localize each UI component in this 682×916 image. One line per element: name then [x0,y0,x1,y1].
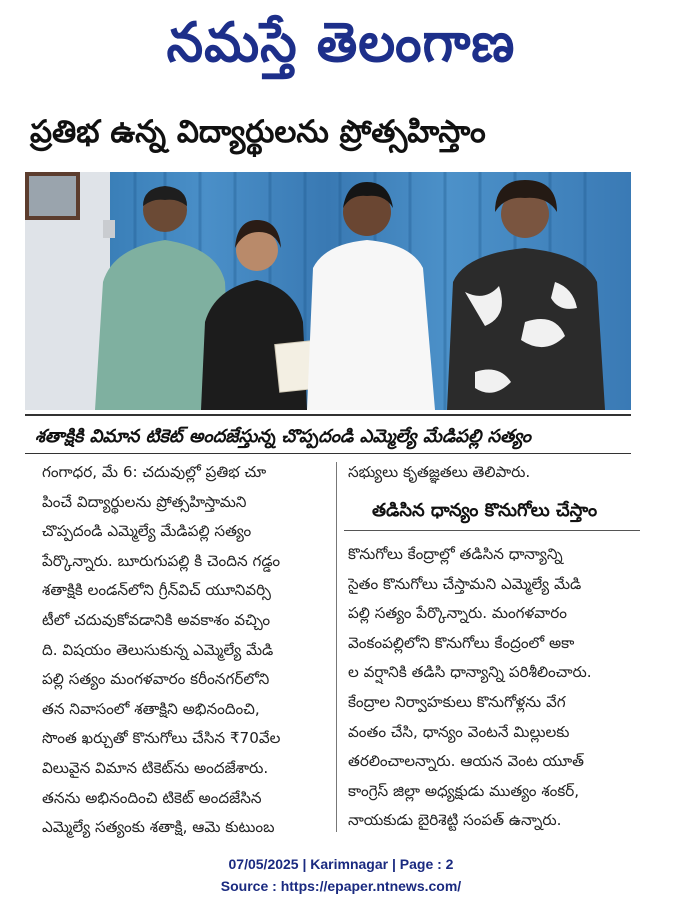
text-line: శతాక్షికి లండన్‌లోని గ్రీన్‌విచ్ యూనివర్సి [42,581,271,600]
masthead-title: నమస్తే తెలంగాణ [166,11,516,75]
article-subheadline: తడిసిన ధాన్యం కొనుగోలు చేస్తాం [372,500,598,521]
text-line: తరలించాలన్నారు. ఆయన వెంట యూత్ [348,752,584,771]
right-column-top [348,458,640,488]
text-line: సభ్యులు కృతజ్ఞతలు తెలిపారు. [348,463,531,481]
text-line: ల వర్షానికి తడిసి ధాన్యాన్ని పరిశీలించారు. [348,663,592,682]
text-line: విలువైన విమాన టికెట్‌ను అందజేశారు. [42,758,269,777]
right-column [348,540,640,836]
text-line: పల్లి సత్యం మంగళవారం కరీంనగర్‌లోని [42,670,270,689]
text-line: పేర్కొన్నారు. బూరుగుపల్లి కి చెందిన గడ్డం [42,551,281,570]
text-line: నాయకుడు బైరిశెట్టి సంపత్ ఉన్నారు. [348,811,562,830]
photo-caption: శతాక్షికి విమాన టికెట్ అందజేస్తున్న చొప్పదండి ఎమ్మెల్యే మేడిపల్లి సత్యం [25,420,631,454]
photo-illustration [25,172,631,410]
text-line: గంగాధర, మే 6: చదువుల్లో ప్రతిభ చూ [42,463,267,481]
text-line: కాంగ్రెస్ జిల్లా అధ్యక్షుడు ముత్యం శంకర్, [348,781,580,800]
text-line: వంతం చేసి, ధాన్యం వెంటనే మిల్లులకు [348,722,570,741]
text-line: టీలో చదువుకోవడానికి అవకాశం వచ్చిం [42,610,271,629]
text-line: తన నివాసంలో శతాక్షిని అభినందించి, [42,699,260,718]
footer-date-edition: 07/05/2025 | Karimnagar | Page : 2 [228,856,454,872]
article-photo [25,172,631,410]
footer-source: Source : https://epaper.ntnews.com/ [220,878,462,894]
text-line: ది. విషయం తెలుసుకున్న ఎమ్మెల్యే మేడి [42,640,274,659]
text-line: పల్లి సత్యం పేర్కొన్నారు. మంగళవారం [348,604,567,623]
newspaper-masthead [0,4,682,82]
text-line: ఎమ్మెల్యే సత్యంకు శతాక్షి, ఆమె కుటుంబ [42,818,275,837]
text-line: సైతం కొనుగోలు చేస్తామని ఎమ్మెల్యే మేడి [348,574,582,593]
text-line: కొనుగోలు కేంద్రాల్లో తడిసిన ధాన్యాన్ని [348,545,563,563]
left-column [42,458,327,843]
article-headline: ప్రతిభ ఉన్న విద్యార్థులను ప్రోత్సహిస్తాం [30,114,486,150]
text-line: వెంకంపల్లిలోని కొనుగోలు కేంద్రంలో అకా [348,633,575,652]
text-line: కేంద్రాల నిర్వాహకులు కొనుగోళ్లను వేగ [348,692,566,711]
text-line: పించే విద్యార్థులను ప్రోత్సహిస్తామని [42,492,247,511]
text-line: సొంత ఖర్చుతో కొనుగోలు చేసిన ₹70వేల [42,729,281,748]
caption-rule [25,414,631,416]
column-divider [336,462,337,832]
text-line: చొప్పదండి ఎమ్మెల్యే మేడిపల్లి సత్యం [42,522,252,541]
text-line: తనను అభినందించి టికెట్ అందజేసిన [42,788,262,807]
subheadline-rule [344,530,640,531]
